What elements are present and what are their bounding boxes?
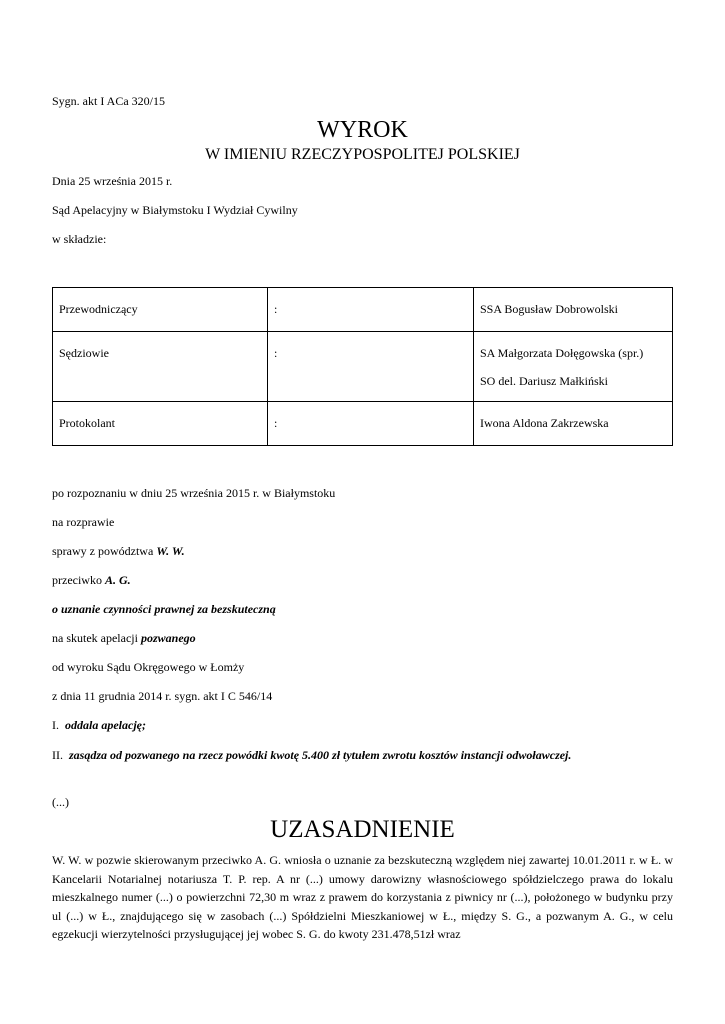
proceedings-line: na rozprawie [52, 515, 115, 529]
ruling-item-1 [52, 718, 146, 732]
claim-line [52, 602, 276, 616]
proceedings-line: od wyroku Sądu Okręgowego w Łomży [52, 660, 245, 674]
role-label: Sędziowie [59, 346, 109, 360]
panel-row-chair [53, 288, 673, 332]
separator: : [274, 346, 278, 360]
item-number: II. [52, 748, 63, 762]
panel-row-clerk [53, 402, 673, 446]
role-label: Protokolant [59, 416, 115, 430]
panel-table [52, 287, 673, 446]
document-title: WYROK [317, 117, 408, 143]
ruling-item-2 [52, 746, 673, 764]
claim-subject: o uznanie czynności prawnej za bezskuteczną [52, 602, 276, 616]
separator: : [274, 416, 278, 430]
court-line: Sąd Apelacyjny w Białymstoku I Wydział Cywilny [52, 203, 298, 217]
justification-heading: UZASADNIENIE [270, 816, 455, 843]
appellant: pozwanego [140, 631, 196, 645]
member-name: SO del. Dariusz Małkiński [480, 374, 608, 388]
member-name: SSA Bogusław Dobrowolski [480, 302, 619, 316]
proceedings-line: z dnia 11 grudnia 2014 r. sygn. akt I C 546/14 [52, 689, 273, 703]
defendant-name: A. G. [104, 573, 131, 587]
appeal-line: na skutek apelacji pozwanego [52, 631, 196, 645]
item-text: zasądza od pozwanego na rzecz powódki kwotę 5.400 zł tytułem zwrotu kosztów instancji odwoławczej. [69, 748, 572, 762]
plaintiff-line: sprawy z powództwa W. W. [52, 544, 185, 558]
document-subtitle: W IMIENIU RZECZYPOSPOLITEJ POLSKIEJ [205, 146, 520, 163]
plaintiff-name: W. W. [156, 544, 185, 558]
case-signature: Sygn. akt I ACa 320/15 [52, 94, 165, 108]
defendant-line: przeciwko A. G. [52, 573, 131, 587]
omission-mark: (...) [52, 795, 69, 809]
composition-label: w składzie: [52, 232, 107, 246]
justification-paragraph: W. W. w pozwie skierowanym przeciwko A. G. wniosła o uznanie za bezskuteczną względem niej zawartej 10.01.2011 r. w Ł. w Kancelarii Notarialnej notariusza T. P. rep. A nr (...) umowy darowizny własnościowego spółdzielczego prawa do lokalu mieszkalnego numer (...) o powierzchni 72,30 m wraz z prawem do korzystania z piwnicy nr (...), położonego w budynku przy ul (...) w Ł., znajdującego się w zasobach (...) Spółdzielni Mieszkaniowej w Ł., między S. G., a pozwanym A. G., w celu egzekucji wierzytelności przysługującej jej wobec S. G. do kwoty 231.478,51zł wraz [52, 853, 673, 942]
item-number: I. [52, 718, 59, 732]
panel-row-judges [53, 332, 673, 402]
role-label: Przewodniczący [59, 302, 138, 316]
member-name: SA Małgorzata Dołęgowska (spr.) [480, 346, 644, 360]
member-name: Iwona Aldona Zakrzewska [480, 416, 609, 430]
separator: : [274, 302, 278, 316]
item-text: oddala apelację; [65, 718, 146, 732]
date-line: Dnia 25 września 2015 r. [52, 174, 173, 188]
proceedings-line: po rozpoznaniu w dniu 25 września 2015 r. w Białymstoku [52, 486, 336, 500]
